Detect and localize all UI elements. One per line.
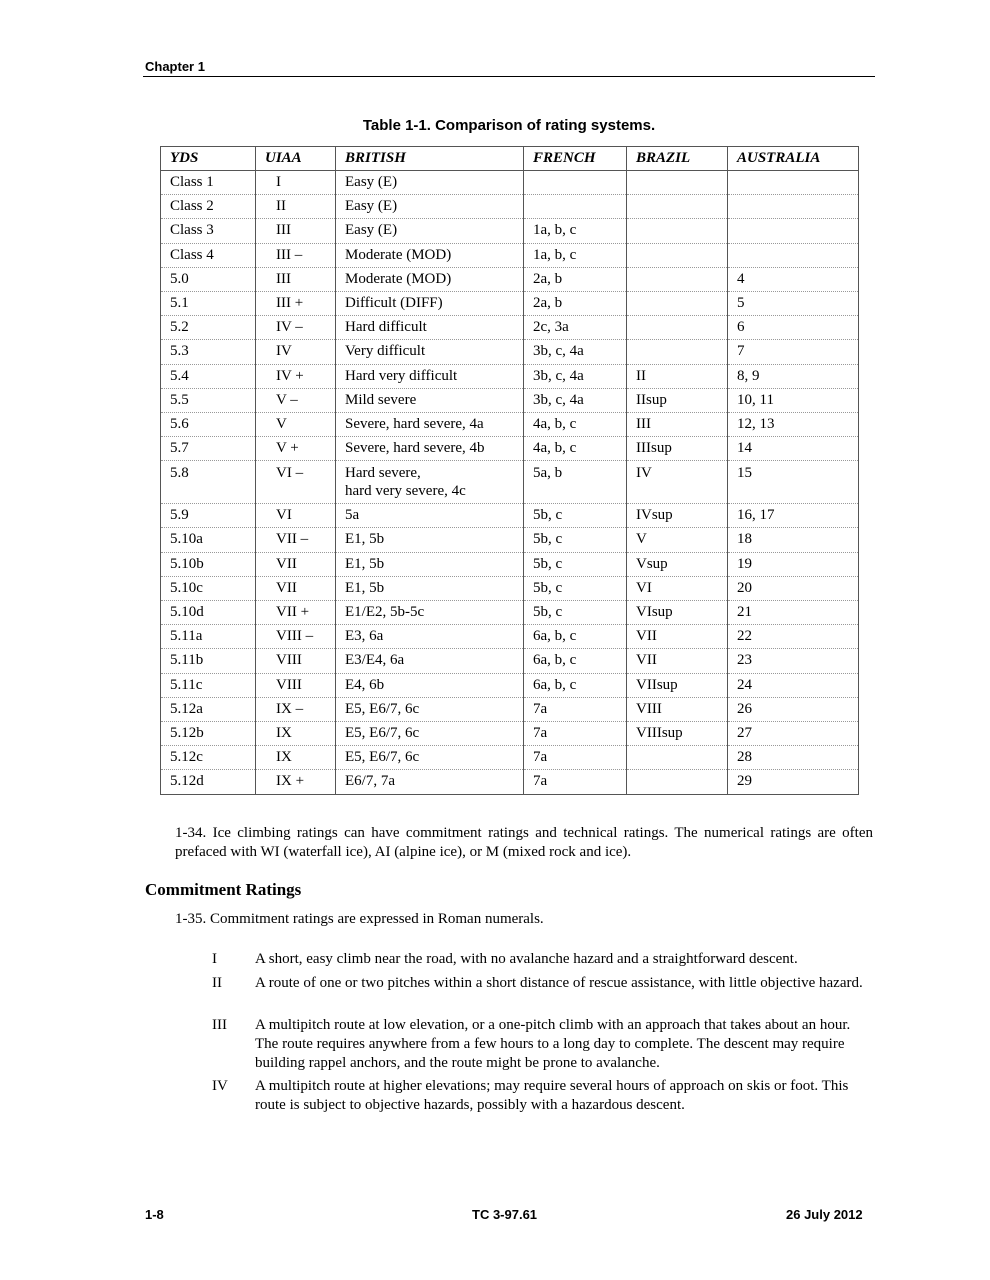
table-cell: Difficult (DIFF) — [336, 291, 524, 315]
table-cell: 2a, b — [524, 291, 627, 315]
table-row — [161, 673, 859, 697]
table-cell: IX – — [256, 697, 336, 721]
table-row — [161, 625, 859, 649]
table-cell: E5, E6/7, 6c — [336, 721, 524, 745]
table-cell: 3b, c, 4a — [524, 388, 627, 412]
table-cell: Class 2 — [161, 195, 256, 219]
table-cell: IVsup — [627, 504, 728, 528]
footer-page-number: 1-8 — [145, 1207, 164, 1222]
table-cell — [627, 267, 728, 291]
table-row — [161, 219, 859, 243]
table-cell: 18 — [728, 528, 859, 552]
table-cell: 7a — [524, 746, 627, 770]
table-cell: 5.12b — [161, 721, 256, 745]
table-cell — [627, 746, 728, 770]
commitment-description: A short, easy climb near the road, with no avalanche hazard and a straightforward descent. — [255, 951, 798, 967]
rating-comparison-table — [160, 146, 859, 795]
column-header: AUSTRALIA — [728, 147, 859, 171]
commitment-item — [212, 974, 872, 993]
table-cell: VIII – — [256, 625, 336, 649]
table-row — [161, 576, 859, 600]
table-cell: 21 — [728, 601, 859, 625]
table-row — [161, 340, 859, 364]
table-cell: 5 — [728, 291, 859, 315]
table-cell: IX — [256, 746, 336, 770]
table-cell: III — [256, 267, 336, 291]
table-cell: IIsup — [627, 388, 728, 412]
table-cell: VII — [256, 576, 336, 600]
table-cell: 6 — [728, 316, 859, 340]
table-cell: Moderate (MOD) — [336, 267, 524, 291]
table-cell: 7a — [524, 721, 627, 745]
table-cell: Class 1 — [161, 171, 256, 195]
table-row — [161, 437, 859, 461]
table-cell: VII – — [256, 528, 336, 552]
table-row — [161, 461, 859, 504]
table-cell: VII + — [256, 601, 336, 625]
table-cell: 4 — [728, 267, 859, 291]
table-cell: VIII — [256, 673, 336, 697]
table-cell: Class 4 — [161, 243, 256, 267]
table-cell — [627, 195, 728, 219]
table-row — [161, 601, 859, 625]
table-cell: VII — [627, 649, 728, 673]
table-cell: 5.11a — [161, 625, 256, 649]
table-row — [161, 697, 859, 721]
paragraph-1-35: 1-35. Commitment ratings are expressed in Roman numerals. — [175, 911, 544, 927]
table-cell: 29 — [728, 770, 859, 794]
table-row — [161, 316, 859, 340]
table-cell: Easy (E) — [336, 171, 524, 195]
table-row — [161, 746, 859, 770]
table-cell: 7a — [524, 697, 627, 721]
table-cell: 4a, b, c — [524, 412, 627, 436]
table-cell — [627, 219, 728, 243]
table-cell: Hard severe, hard very severe, 4c — [336, 461, 524, 504]
table-cell: 6a, b, c — [524, 625, 627, 649]
table-row — [161, 504, 859, 528]
table-cell — [728, 195, 859, 219]
table-cell: 5a — [336, 504, 524, 528]
table-cell: 27 — [728, 721, 859, 745]
table-cell — [627, 770, 728, 794]
table-row — [161, 243, 859, 267]
table-cell: 10, 11 — [728, 388, 859, 412]
table-cell: E1/E2, 5b-5c — [336, 601, 524, 625]
commitment-description: A route of one or two pitches within a short distance of rescue assistance, with little objective hazard. — [255, 975, 863, 991]
table-cell: 7a — [524, 770, 627, 794]
table-cell: II — [256, 195, 336, 219]
table-cell: VIII — [256, 649, 336, 673]
table-cell: E1, 5b — [336, 528, 524, 552]
table-cell: E3/E4, 6a — [336, 649, 524, 673]
table-cell: 2a, b — [524, 267, 627, 291]
table-cell: 28 — [728, 746, 859, 770]
table-cell: 6a, b, c — [524, 673, 627, 697]
table-cell: 6a, b, c — [524, 649, 627, 673]
table-cell — [524, 195, 627, 219]
table-cell — [627, 243, 728, 267]
chapter-header: Chapter 1 — [145, 59, 205, 74]
table-cell: IV – — [256, 316, 336, 340]
table-cell: 5.0 — [161, 267, 256, 291]
table-cell: E6/7, 7a — [336, 770, 524, 794]
table-cell: VIIsup — [627, 673, 728, 697]
table-cell: 5b, c — [524, 528, 627, 552]
table-caption: Table 1-1. Comparison of rating systems. — [362, 117, 656, 134]
table-cell: V + — [256, 437, 336, 461]
table-header-row — [161, 147, 859, 171]
table-cell: Mild severe — [336, 388, 524, 412]
table-cell: Very difficult — [336, 340, 524, 364]
table-cell: III – — [256, 243, 336, 267]
table-row — [161, 267, 859, 291]
table-cell: Hard very difficult — [336, 364, 524, 388]
table-cell: IV + — [256, 364, 336, 388]
table-cell: 5.9 — [161, 504, 256, 528]
column-header: BRITISH — [336, 147, 524, 171]
table-cell: E1, 5b — [336, 552, 524, 576]
table-row — [161, 649, 859, 673]
table-cell: III — [627, 412, 728, 436]
table-row — [161, 412, 859, 436]
table-cell: 5.11b — [161, 649, 256, 673]
table-cell: 23 — [728, 649, 859, 673]
table-cell: 1a, b, c — [524, 219, 627, 243]
table-cell: 3b, c, 4a — [524, 340, 627, 364]
commitment-grade: III — [212, 1017, 227, 1033]
commitment-description: A multipitch route at low elevation, or a one-pitch climb with an approach that takes about an hour. The route requires anywhere from a few hours to a long day to complete. The descent may require building rappel anchors, and the route might be prone to avalanche. — [255, 1017, 851, 1071]
table-cell: IV — [256, 340, 336, 364]
table-cell: 5.10c — [161, 576, 256, 600]
table-cell: 5.1 — [161, 291, 256, 315]
table-cell: III — [256, 219, 336, 243]
table-cell: 15 — [728, 461, 859, 504]
table-cell: E4, 6b — [336, 673, 524, 697]
commitment-description: A multipitch route at higher elevations; may require several hours of approach on skis or foot. This route is subject to objective hazards, possibly with a hazardous descent. — [255, 1078, 849, 1113]
table-body — [161, 171, 859, 795]
table-cell: VII — [627, 625, 728, 649]
table-cell: 19 — [728, 552, 859, 576]
table-cell: 5.12d — [161, 770, 256, 794]
table-cell: Hard difficult — [336, 316, 524, 340]
commitment-grade: I — [212, 951, 217, 967]
table-cell — [627, 316, 728, 340]
table-cell: 14 — [728, 437, 859, 461]
commitment-item — [212, 950, 872, 969]
table-cell — [627, 291, 728, 315]
table-cell: 5.11c — [161, 673, 256, 697]
table-cell: Severe, hard severe, 4a — [336, 412, 524, 436]
paragraph-1-34: 1-34. Ice climbing ratings can have commitment ratings and technical ratings. The numerical ratings are often prefaced with WI (waterfall ice), AI (alpine ice), or M (mixed rock and ice). — [175, 825, 873, 860]
table-cell: VIII — [627, 697, 728, 721]
table-cell: Moderate (MOD) — [336, 243, 524, 267]
table-row — [161, 171, 859, 195]
table-cell: IV — [627, 461, 728, 504]
table-cell: 4a, b, c — [524, 437, 627, 461]
table-cell: 20 — [728, 576, 859, 600]
table-cell: II — [627, 364, 728, 388]
table-cell: 24 — [728, 673, 859, 697]
table-cell: 5.6 — [161, 412, 256, 436]
table-cell: E5, E6/7, 6c — [336, 746, 524, 770]
table-cell: Easy (E) — [336, 219, 524, 243]
table-cell: 5a, b — [524, 461, 627, 504]
table-row — [161, 552, 859, 576]
table-cell: Class 3 — [161, 219, 256, 243]
table-cell: 2c, 3a — [524, 316, 627, 340]
table-cell: V — [256, 412, 336, 436]
table-row — [161, 364, 859, 388]
table-cell: VI – — [256, 461, 336, 504]
table-cell: 26 — [728, 697, 859, 721]
table-cell: 5.5 — [161, 388, 256, 412]
table-cell: V — [627, 528, 728, 552]
table-cell: 5.3 — [161, 340, 256, 364]
table-cell: VI — [256, 504, 336, 528]
table-cell: VI — [627, 576, 728, 600]
table-cell: IX + — [256, 770, 336, 794]
column-header: BRAZIL — [627, 147, 728, 171]
table-cell: 5.12a — [161, 697, 256, 721]
table-cell: Severe, hard severe, 4b — [336, 437, 524, 461]
table-cell: IX — [256, 721, 336, 745]
table-row — [161, 388, 859, 412]
table-cell: Easy (E) — [336, 195, 524, 219]
table-cell — [524, 171, 627, 195]
table-cell: 5.8 — [161, 461, 256, 504]
table-cell: E3, 6a — [336, 625, 524, 649]
table-cell: 5.7 — [161, 437, 256, 461]
table-cell: 16, 17 — [728, 504, 859, 528]
table-cell: 8, 9 — [728, 364, 859, 388]
table-cell: V – — [256, 388, 336, 412]
table-cell: 22 — [728, 625, 859, 649]
column-header: FRENCH — [524, 147, 627, 171]
table-cell — [728, 243, 859, 267]
table-cell: 5.2 — [161, 316, 256, 340]
footer-date: 26 July 2012 — [786, 1207, 863, 1222]
footer-doc-id: TC 3-97.61 — [472, 1207, 538, 1222]
table-row — [161, 721, 859, 745]
table-cell: 5b, c — [524, 504, 627, 528]
column-header: YDS — [161, 147, 256, 171]
commitment-item — [212, 1016, 872, 1073]
table-row — [161, 291, 859, 315]
table-cell: E5, E6/7, 6c — [336, 697, 524, 721]
table-cell: III + — [256, 291, 336, 315]
table-cell: 5.10b — [161, 552, 256, 576]
table-cell: E1, 5b — [336, 576, 524, 600]
table-cell: 7 — [728, 340, 859, 364]
table-row — [161, 528, 859, 552]
table-cell: IIIsup — [627, 437, 728, 461]
table-cell: Vsup — [627, 552, 728, 576]
table-cell: 5.10d — [161, 601, 256, 625]
commitment-grade: IV — [212, 1078, 228, 1094]
table-cell: VIIIsup — [627, 721, 728, 745]
table-cell: I — [256, 171, 336, 195]
header-rule — [143, 76, 875, 77]
section-heading: Commitment Ratings — [145, 880, 302, 899]
table-cell — [627, 340, 728, 364]
commitment-grade: II — [212, 975, 222, 991]
table-cell: 12, 13 — [728, 412, 859, 436]
table-cell: 5b, c — [524, 576, 627, 600]
table-cell: 5.12c — [161, 746, 256, 770]
table-cell — [728, 171, 859, 195]
table-cell — [627, 171, 728, 195]
table-cell — [728, 219, 859, 243]
table-cell: 1a, b, c — [524, 243, 627, 267]
column-header: UIAA — [256, 147, 336, 171]
table-cell: VII — [256, 552, 336, 576]
table-cell: 5b, c — [524, 601, 627, 625]
table-row — [161, 770, 859, 794]
table-cell: 5b, c — [524, 552, 627, 576]
table-cell: VIsup — [627, 601, 728, 625]
table-cell: 5.10a — [161, 528, 256, 552]
commitment-item — [212, 1077, 872, 1115]
table-row — [161, 195, 859, 219]
table-cell: 5.4 — [161, 364, 256, 388]
table-cell: 3b, c, 4a — [524, 364, 627, 388]
